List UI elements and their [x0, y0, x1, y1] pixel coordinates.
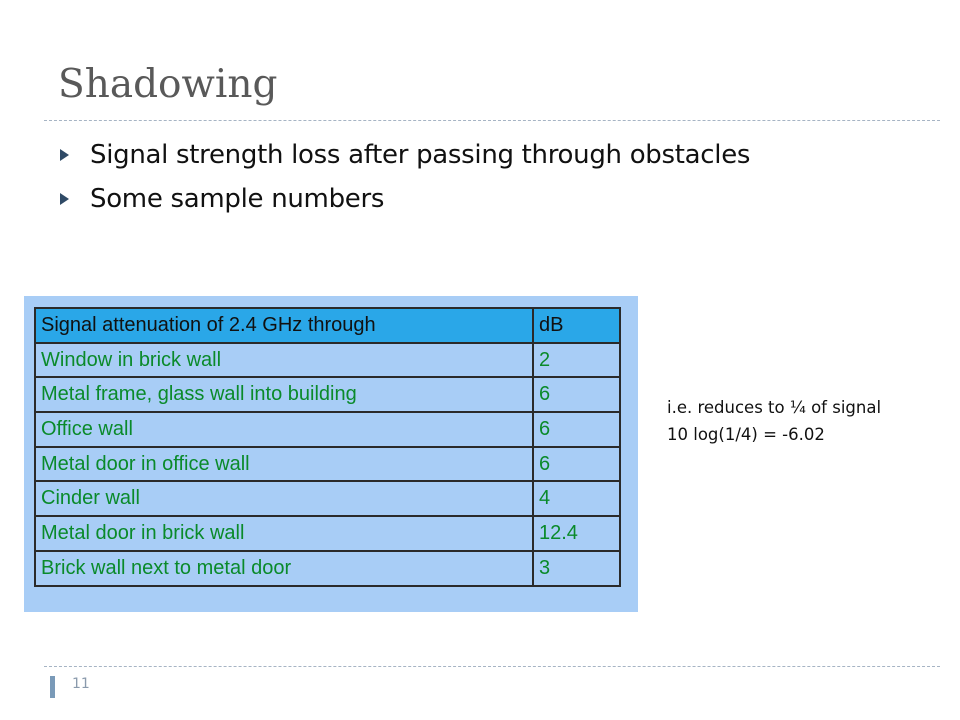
bullet-item [58, 177, 750, 221]
table-cell-db: 2 [533, 343, 620, 378]
table-cell-db: 4 [533, 481, 620, 516]
table-cell-material: Brick wall next to metal door [35, 551, 533, 586]
table-header-cell: Signal attenuation of 2.4 GHz through [35, 308, 533, 343]
table-cell-material: Metal door in brick wall [35, 516, 533, 551]
bullet-text: Signal strength loss after passing through obstacles [90, 140, 751, 170]
title-divider [44, 120, 940, 121]
triangle-bullet-icon [60, 149, 69, 161]
attenuation-table-image [24, 296, 638, 612]
table-cell-db: 6 [533, 447, 620, 482]
note-line: i.e. reduces to ¼ of signal [667, 398, 882, 417]
table-row [35, 481, 620, 516]
table-row [35, 551, 620, 586]
table-cell-material: Office wall [35, 412, 533, 447]
table-cell-db: 6 [533, 412, 620, 447]
table-row [35, 343, 620, 378]
page-number: 11 [72, 676, 90, 692]
bullet-text: Some sample numbers [90, 184, 385, 214]
footer-divider [44, 666, 940, 667]
table-cell-db: 12.4 [533, 516, 620, 551]
table-row [35, 516, 620, 551]
attenuation-table [34, 307, 621, 587]
table-header-cell: dB [533, 308, 620, 343]
table-cell-db: 3 [533, 551, 620, 586]
side-note [667, 394, 881, 448]
bullet-item [58, 133, 750, 177]
slide-title: Shadowing [58, 62, 278, 107]
table-row [35, 447, 620, 482]
footer-accent-bar [50, 676, 55, 698]
note-line: 10 log(1/4) = -6.02 [667, 425, 825, 444]
table-cell-material: Metal door in office wall [35, 447, 533, 482]
table-header-row [35, 308, 620, 343]
table-cell-material: Metal frame, glass wall into building [35, 377, 533, 412]
table-row [35, 377, 620, 412]
table-cell-material: Window in brick wall [35, 343, 533, 378]
bullet-list [58, 133, 750, 221]
table-cell-db: 6 [533, 377, 620, 412]
table-row [35, 412, 620, 447]
table-cell-material: Cinder wall [35, 481, 533, 516]
triangle-bullet-icon [60, 193, 69, 205]
